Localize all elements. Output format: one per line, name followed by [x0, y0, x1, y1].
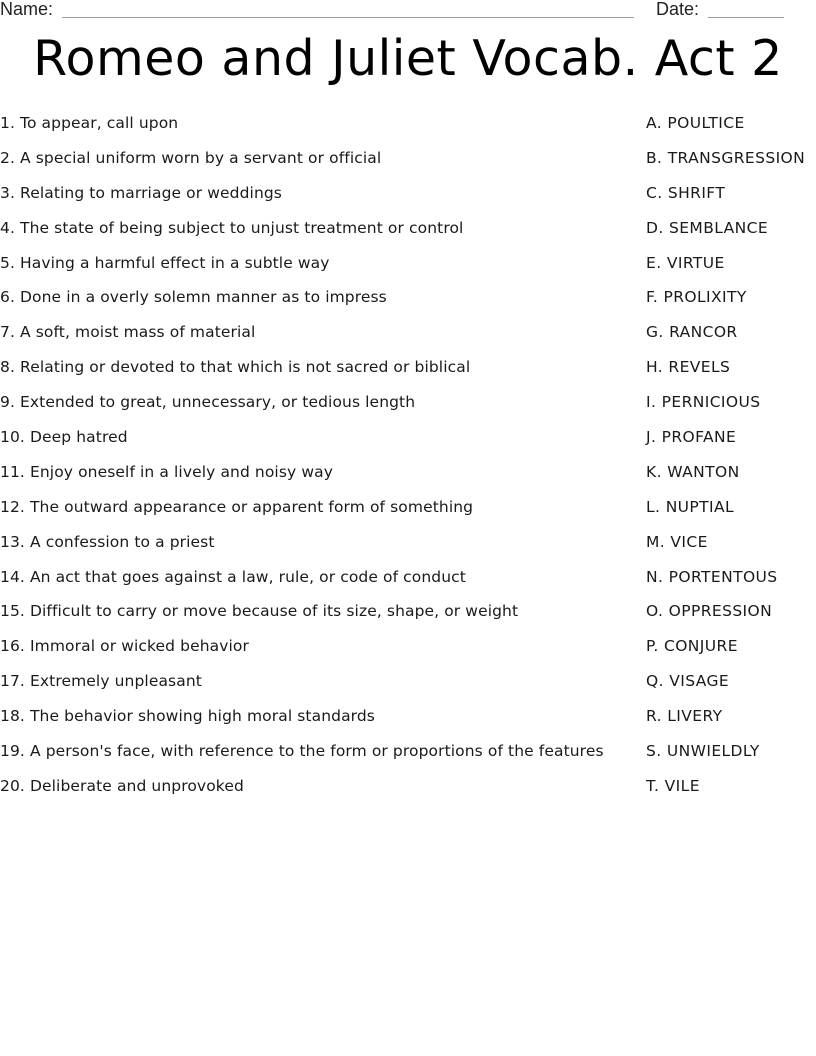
word-bank-item: Q. VISAGE — [646, 672, 730, 691]
name-field-line[interactable] — [62, 17, 634, 18]
clue-item: 10. Deep hatred — [0, 428, 128, 447]
clue-item: 1. To appear, call upon — [0, 114, 179, 132]
clue-item: 15. Difficult to carry or move because of its size, shape, or weight — [0, 602, 519, 621]
clue-item: 18. The behavior showing high moral standards — [0, 707, 375, 726]
clue-item: 19. A person's face, with reference to the form or proportions of the features — [0, 742, 604, 761]
name-label: Name: — [0, 0, 54, 19]
word-bank-item: A. POULTICE — [646, 114, 745, 132]
word-bank-item: C. SHRIFT — [646, 183, 726, 202]
word-bank-item: F. PROLIXITY — [646, 288, 747, 307]
word-bank-item: N. PORTENTOUS — [646, 567, 778, 586]
clue-item: 5. Having a harmful effect in a subtle way — [0, 253, 330, 272]
word-bank-item: E. VIRTUE — [646, 253, 725, 272]
page-title: Romeo and Juliet Vocab. Act 2 — [33, 30, 783, 87]
date-label: Date: — [656, 0, 700, 19]
word-bank-item: H. REVELS — [646, 358, 731, 377]
clue-item: 2. A special uniform worn by a servant or official — [0, 148, 382, 167]
clue-list — [0, 112, 630, 810]
word-bank-item: P. CONJURE — [646, 637, 738, 656]
word-bank-item: S. UNWIELDLY — [646, 742, 760, 761]
clue-item: 7. A soft, moist mass of material — [0, 323, 256, 342]
word-bank-item: R. LIVERY — [646, 707, 723, 726]
word-bank-item: L. NUPTIAL — [646, 497, 735, 516]
word-bank-item: K. WANTON — [646, 462, 740, 481]
word-bank-item: I. PERNICIOUS — [646, 393, 761, 412]
clue-item: 8. Relating or devoted to that which is not sacred or biblical — [0, 358, 471, 377]
word-bank-item: B. TRANSGRESSION — [646, 148, 806, 167]
date-field-line[interactable] — [708, 17, 784, 18]
worksheet-header — [0, 0, 816, 24]
word-bank-item: D. SEMBLANCE — [646, 218, 769, 237]
clue-item: 11. Enjoy oneself in a lively and noisy way — [0, 462, 333, 481]
word-bank-item: J. PROFANE — [646, 428, 737, 447]
clue-item: 9. Extended to great, unnecessary, or tedious length — [0, 393, 416, 412]
clue-item: 12. The outward appearance or apparent form of something — [0, 497, 474, 516]
clue-item: 20. Deliberate and unprovoked — [0, 776, 244, 795]
word-bank-item: T. VILE — [646, 776, 700, 795]
clue-item: 3. Relating to marriage or weddings — [0, 183, 282, 202]
clue-item: 6. Done in a overly solemn manner as to impress — [0, 288, 387, 307]
clue-item: 14. An act that goes against a law, rule, or code of conduct — [0, 567, 466, 586]
word-bank-item: M. VICE — [646, 532, 708, 551]
clue-item: 16. Immoral or wicked behavior — [0, 637, 249, 656]
word-bank-item: G. RANCOR — [646, 323, 738, 342]
clue-item: 17. Extremely unpleasant — [0, 672, 202, 691]
word-bank-list — [646, 112, 816, 810]
clue-item: 4. The state of being subject to unjust treatment or control — [0, 218, 464, 237]
clue-item: 13. A confession to a priest — [0, 532, 215, 551]
word-bank-item: O. OPPRESSION — [646, 602, 773, 621]
